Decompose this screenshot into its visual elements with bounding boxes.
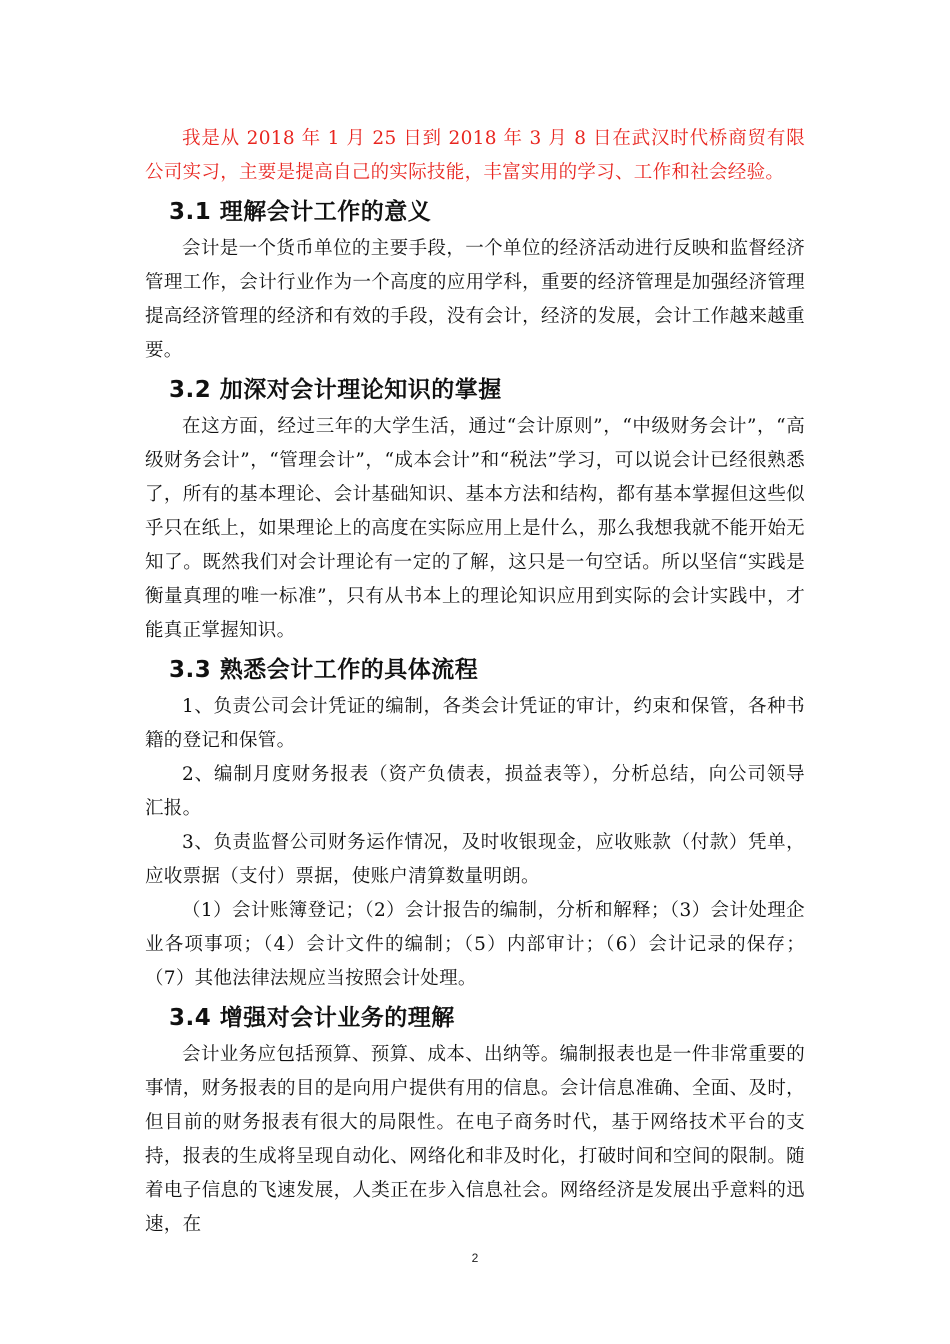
page-number: 2 — [471, 1251, 479, 1265]
section-3-3-item-2: 2、编制月度财务报表（资产负债表，损益表等），分析总结，向公司领导汇报。 — [145, 764, 805, 819]
section-3-2-paragraph: 在这方面，经过三年的大学生活，通过“会计原则”，“中级财务会计”，“高级财务会计”，“管理会计”，“成本会计”和“税法”学习，可以说会计已经很熟悉了，所有的基本理论、会计基础知识、基本方法和结构，都有基本掌握但这些似乎只在纸上，如果理论上的高度在实际应用上是什么，那么我想我就不能开始无知了。既然我们对会计理论有一定的了解，这只是一句空话。所以坚信“实践是衡量真理的唯一标准”，只有从书本上的理论知识应用到实际的会计实践中，才能真正掌握知识。 — [145, 416, 805, 641]
section-3-1-paragraph: 会计是一个货币单位的主要手段，一个单位的经济活动进行反映和监督经济管理工作，会计行业作为一个高度的应用学科，重要的经济管理是加强经济管理提高经济管理的经济和有效的手段，没有会计，经济的发展，会计工作越来越重要。 — [145, 238, 805, 361]
section-3-3-item-1: 1、负责公司会计凭证的编制，各类会计凭证的审计，约束和保管，各种书籍的登记和保管。 — [145, 696, 805, 751]
document-body — [145, 122, 805, 1242]
section-heading-3-3: 3.3 熟悉会计工作的具体流程 — [169, 657, 479, 683]
intro-paragraph: 我是从 2018 年 1 月 25 日到 2018 年 3 月 8 日在武汉时代桥商贸有限公司实习，主要是提高自己的实际技能，丰富实用的学习、工作和社会经验。 — [145, 128, 805, 183]
section-3-4-paragraph: 会计业务应包括预算、预算、成本、出纳等。编制报表也是一件非常重要的事情，财务报表的目的是向用户提供有用的信息。会计信息准确、全面、及时，但目前的财务报表有很大的局限性。在电子商务时代，基于网络技术平台的支持，报表的生成将呈现自动化、网络化和非及时化，打破时间和空间的限制。随着电子信息的飞速发展，人类正在步入信息社会。网络经济是发展出乎意料的迅速，在 — [145, 1044, 805, 1235]
section-3-3-item-3: 3、负责监督公司财务运作情况，及时收银现金，应收账款（付款）凭单，应收票据（支付）票据，使账户清算数量明朗。 — [145, 832, 805, 887]
section-heading-3-1: 3.1 理解会计工作的意义 — [169, 199, 432, 225]
section-3-3-item-list: （1）会计账簿登记；（2）会计报告的编制，分析和解释；（3）会计处理企业各项事项；（4）会计文件的编制；（5）内部审计；（6）会计记录的保存；（7）其他法律法规应当按照会计处理。 — [145, 900, 805, 989]
section-heading-3-4: 3.4 增强对会计业务的理解 — [169, 1005, 455, 1031]
section-heading-3-2: 3.2 加深对会计理论知识的掌握 — [169, 377, 502, 403]
